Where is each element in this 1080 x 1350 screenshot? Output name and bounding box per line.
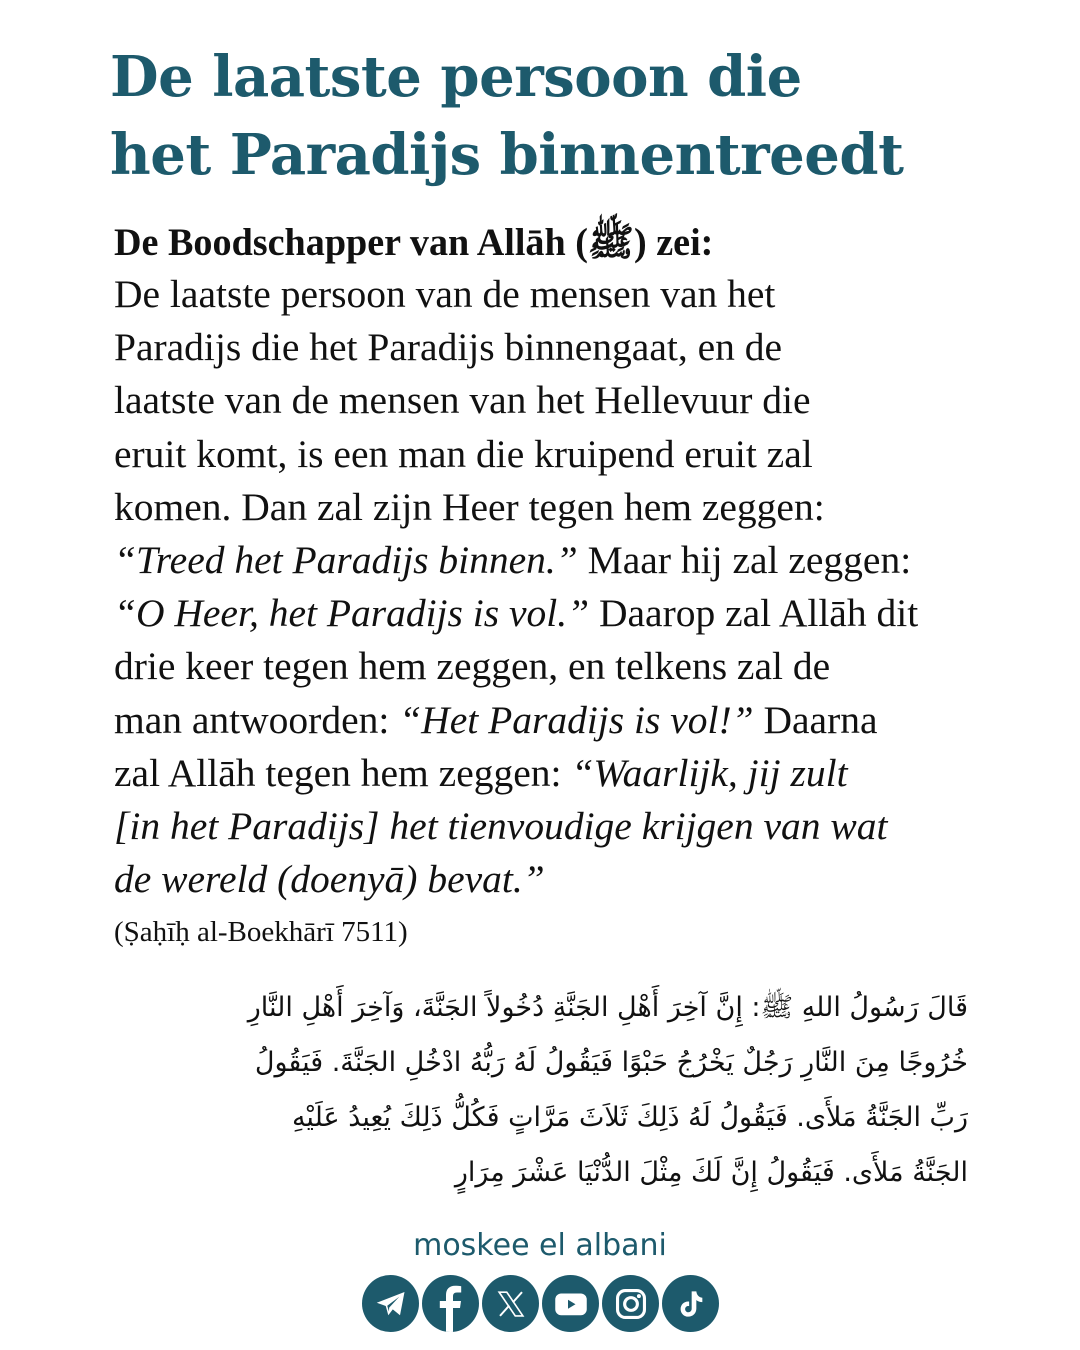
social-links (362, 1275, 724, 1333)
translation-line (114, 534, 994, 587)
translation-text: Daarop zal Allāh dit (589, 591, 919, 636)
youtube-icon (553, 1286, 589, 1322)
translation-line (114, 481, 994, 534)
translation-text: Paradijs die het Paradijs binnengaat, en de (114, 325, 783, 370)
facebook-icon (422, 1275, 479, 1332)
translation-line (114, 428, 994, 481)
translation-line (114, 640, 994, 693)
x-link[interactable] (482, 1275, 539, 1332)
tiktok-icon (675, 1288, 707, 1320)
translation-line (114, 800, 994, 853)
translation-line (114, 694, 994, 747)
youtube-link[interactable] (542, 1275, 599, 1332)
page-title (110, 38, 1010, 194)
translation-line (114, 374, 994, 427)
translation-text: drie keer tegen hem zeggen, en telkens zal de (114, 644, 831, 689)
telegram-icon (373, 1286, 409, 1322)
title-line-2: het Paradijs binnentreedt (110, 122, 904, 188)
instagram-icon (614, 1287, 648, 1321)
tiktok-link[interactable] (662, 1275, 719, 1332)
telegram-link[interactable] (362, 1275, 419, 1332)
arabic-line: قَالَ رَسُولُ اللهِ ﷺ: إِنَّ آخِرَ أَهْلِ الجَنَّةِ دُخُولاً الجَنَّةَ، وَآخِرَ أَهْلِ النَّارِ (247, 992, 968, 1023)
quoted-speech: “Treed het Paradijs binnen.” (114, 538, 578, 583)
arabic-line: الجَنَّةُ مَلأَى. فَيَقُولُ إِنَّ لَكَ مِثْلَ الدُّنْيَا عَشْرَ مِرَارٍ (454, 1157, 968, 1188)
quoted-speech: “Het Paradijs is vol!” (399, 697, 754, 742)
translation-line (114, 587, 994, 640)
x-icon (496, 1289, 526, 1319)
translation-text: man antwoorden: (114, 697, 400, 742)
arabic-line: رَبِّ الجَنَّةُ مَلأَى. فَيَقُولُ لَهُ ذَلِكَ ثَلاَثَ مَرَّاتٍ فَكُلُّ ذَلِكَ يُعِيدُ عَلَيْهِ (291, 1102, 968, 1133)
translation-line (114, 747, 994, 800)
translation-line (114, 268, 994, 321)
quoted-speech: “Waarlijk, jij zult (571, 750, 848, 795)
translation-text: eruit komt, is een man die kruipend eruit zal (114, 431, 813, 476)
hadith-translation (114, 268, 994, 906)
translation-text: De laatste persoon van de mensen van het (114, 272, 776, 316)
translation-line (114, 321, 994, 374)
translation-text: Daarna (753, 697, 878, 742)
quoted-speech: de wereld (doenyā) bevat.” (114, 857, 545, 902)
translation-text: laatste van de mensen van het Hellevuur die (114, 378, 811, 423)
quoted-speech: [in het Paradijs] het tienvoudige krijgen van wat (114, 804, 888, 849)
hadith-intro: De Boodschapper van Allāh (ﷺ) zei: (114, 221, 714, 264)
hadith-source: (Ṣaḥīḥ al-Boekhārī 7511) (114, 916, 408, 948)
translation-text: Maar hij zal zeggen: (577, 538, 912, 583)
translation-text: komen. Dan zal zijn Heer tegen hem zeggen: (114, 484, 825, 529)
hadith-arabic (140, 980, 968, 1200)
title-line-1: De laatste persoon die (110, 44, 802, 110)
translation-text: zal Allāh tegen hem zeggen: (114, 750, 572, 795)
facebook-link[interactable] (422, 1275, 479, 1332)
translation-line (114, 853, 994, 906)
brand-name: moskee el albani (413, 1228, 667, 1263)
arabic-line: خُرُوجًا مِنَ النَّارِ رَجُلٌ يَخْرُجُ حَبْوًا فَيَقُولُ لَهُ رَبُّهُ ادْخُلِ الجَنَّةَ. فَيَقُولُ (254, 1047, 968, 1078)
quoted-speech: “O Heer, het Paradijs is vol.” (114, 591, 590, 636)
instagram-link[interactable] (602, 1275, 659, 1332)
